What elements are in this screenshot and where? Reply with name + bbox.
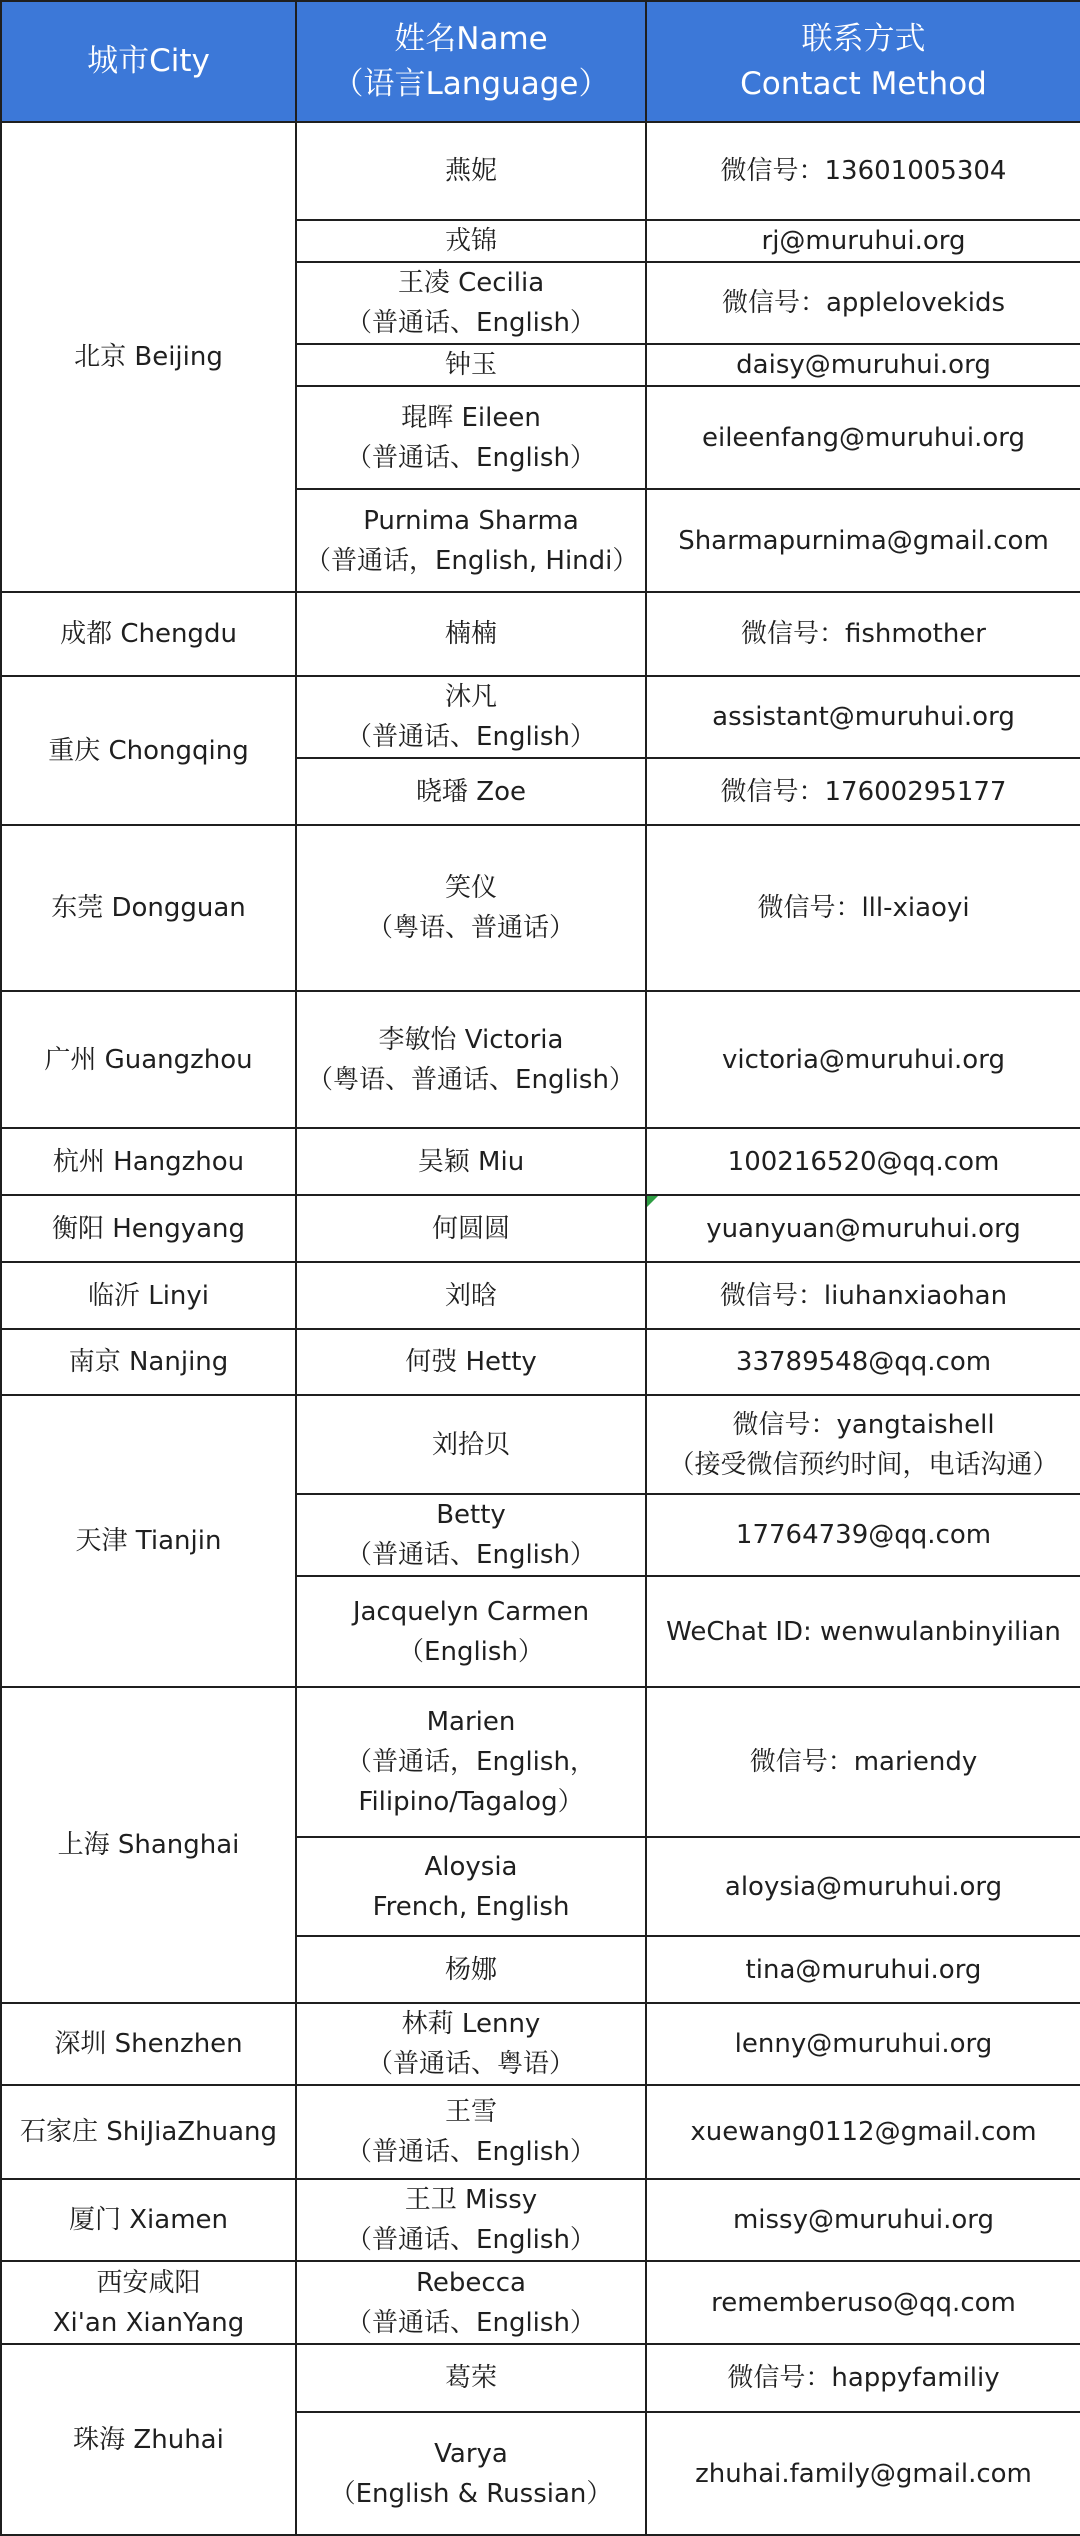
person-name: 刘拾贝	[431, 1429, 510, 1460]
table-row	[1, 1195, 1080, 1262]
contact-value: 33789548@qq.com	[735, 1347, 992, 1377]
table-row	[1, 2003, 1080, 2085]
language-note: （普通话、粤语）	[366, 2049, 575, 2079]
name-cell	[296, 489, 646, 592]
name-cell	[296, 676, 646, 758]
contact-value: rememberuso@qq.com	[711, 2287, 1016, 2318]
person-name: 刘晗	[444, 1280, 497, 1311]
language-note: Filipino/Tagalog）	[358, 1787, 584, 1817]
contact-value: 微信号：fishmother	[741, 619, 986, 649]
person-name: 何弢 Hetty	[405, 1347, 537, 1377]
contact-cell	[646, 758, 1080, 825]
contact-value: zhuhai.family@gmail.com	[695, 2458, 1032, 2489]
language-note: French, English	[372, 1891, 570, 1922]
person-name: 燕妮	[444, 156, 497, 186]
table-row	[1, 676, 1080, 758]
city-cell: 天津 Tianjin	[1, 1395, 296, 1687]
person-name: 葛荣	[444, 2363, 497, 2393]
language-note: （普通话、English）	[346, 2307, 596, 2338]
language-note: （粤语、普通话）	[366, 913, 575, 943]
person-name: Varya	[434, 2438, 508, 2469]
table-row	[1, 1395, 1080, 1494]
city-cn: 西安咸阳	[96, 2267, 201, 2298]
city-cell: 临沂 Linyi	[1, 1262, 296, 1329]
contact-value: assistant@muruhui.org	[712, 702, 1015, 732]
city-cell: 杭州 Hangzhou	[1, 1128, 296, 1195]
person-name: Purnima Sharma	[363, 505, 579, 536]
table-row	[1, 122, 1080, 220]
contact-cell	[646, 220, 1080, 262]
person-name: Marien	[426, 1707, 516, 1737]
city-cell: 深圳 Shenzhen	[1, 2003, 296, 2085]
contact-cell	[646, 2344, 1080, 2412]
person-name: 钟玉	[444, 350, 497, 380]
contact-cell	[646, 2261, 1080, 2344]
language-note: （普通话、English）	[346, 308, 596, 338]
city-cell: 珠海 Zhuhai	[1, 2344, 296, 2535]
table-row	[1, 2344, 1080, 2412]
language-note: （普通话、English）	[346, 442, 596, 473]
contact-value: lenny@muruhui.org	[734, 2029, 993, 2059]
contact-value: 微信号：happyfamiliy	[727, 2363, 1000, 2393]
contact-value: 微信号：lll-xiaoyi	[757, 893, 970, 923]
table-row	[1, 1329, 1080, 1395]
header-row	[1, 1, 1080, 122]
table-row	[1, 2085, 1080, 2179]
table-row	[1, 991, 1080, 1128]
header-contact-cn: 联系方式	[801, 20, 926, 57]
contact-cell	[646, 1494, 1080, 1576]
city-cell: 南京 Nanjing	[1, 1329, 296, 1395]
contact-cell	[646, 676, 1080, 758]
contact-value: WeChat ID: wenwulanbinyilian	[666, 1616, 1061, 1647]
language-note: （普通话，English, Hindi）	[305, 545, 639, 576]
contact-cell	[646, 1395, 1080, 1494]
person-name: 王卫 Missy	[404, 2185, 538, 2215]
city-cell: 广州 Guangzhou	[1, 991, 296, 1128]
city-cell: 厦门 Xiamen	[1, 2179, 296, 2261]
contact-value: aloysia@muruhui.org	[724, 1871, 1003, 1902]
contact-cell	[646, 1837, 1080, 1936]
contact-value: 微信号：17600295177	[720, 776, 1007, 807]
table-row	[1, 2261, 1080, 2344]
person-name: Aloysia	[424, 1851, 518, 1882]
contact-cell	[646, 1936, 1080, 2003]
name-cell	[296, 220, 646, 262]
name-cell	[296, 2261, 646, 2344]
contact-value: tina@muruhui.org	[745, 1954, 982, 1985]
person-name: 晓璠 Zoe	[416, 776, 526, 807]
name-cell	[296, 122, 646, 220]
person-name: 李敏怡 Victoria	[378, 1024, 564, 1055]
name-cell	[296, 1128, 646, 1195]
name-cell	[296, 2085, 646, 2179]
contact-value: xuewang0112@gmail.com	[690, 2117, 1037, 2147]
name-cell	[296, 1494, 646, 1576]
cell-comment-marker	[647, 1196, 658, 1207]
contact-cell	[646, 489, 1080, 592]
contact-value: 微信号：yangtaishell	[732, 1409, 995, 1440]
contact-cell	[646, 344, 1080, 386]
header-language-line: （语言Language）	[332, 65, 610, 102]
header-name	[296, 1, 646, 122]
contact-cell	[646, 991, 1080, 1128]
table-row	[1, 592, 1080, 676]
person-name: 何圆圆	[431, 1213, 510, 1244]
contact-value: daisy@muruhui.org	[736, 350, 991, 380]
contact-value: 100216520@qq.com	[727, 1146, 1000, 1177]
name-cell	[296, 2344, 646, 2412]
city-cell: 衡阳 Hengyang	[1, 1195, 296, 1262]
contact-cell	[646, 2412, 1080, 2535]
person-name: 戎锦	[444, 226, 497, 256]
contact-value: 微信号：liuhanxiaohan	[719, 1280, 1008, 1311]
name-cell	[296, 1195, 646, 1262]
language-note: （普通话、English）	[346, 722, 596, 752]
person-name: 楠楠	[444, 619, 497, 649]
contact-value: Sharmapurnima@gmail.com	[678, 525, 1049, 556]
name-cell	[296, 2179, 646, 2261]
contact-value: 微信号：mariendy	[749, 1747, 978, 1777]
city-cell	[1, 2261, 296, 2344]
name-cell	[296, 825, 646, 991]
person-name: 吴颖 Miu	[417, 1146, 525, 1177]
table-row	[1, 1128, 1080, 1195]
city-cell: 上海 Shanghai	[1, 1687, 296, 2003]
name-cell	[296, 1262, 646, 1329]
person-name: 林莉 Lenny	[401, 2009, 541, 2039]
language-note: （粤语、普通话、English）	[307, 1064, 635, 1095]
person-name: Betty	[436, 1500, 506, 1530]
contact-value: eileenfang@muruhui.org	[701, 422, 1026, 453]
contact-value: 17764739@qq.com	[735, 1520, 992, 1550]
table-row	[1, 2179, 1080, 2261]
name-cell	[296, 592, 646, 676]
contact-cell	[646, 1687, 1080, 1837]
person-name: 王凌 Cecilia	[397, 268, 545, 298]
language-note: （普通话、English）	[346, 1540, 596, 1570]
contact-value: 微信号：applelovekids	[721, 288, 1005, 318]
contact-cell	[646, 825, 1080, 991]
contact-value: victoria@muruhui.org	[722, 1044, 1005, 1075]
person-name: 杨娜	[444, 1954, 497, 1985]
city-cell: 北京 Beijing	[1, 122, 296, 592]
person-name: 琨晖 Eileen	[401, 402, 541, 433]
name-cell	[296, 2003, 646, 2085]
contact-cell	[646, 592, 1080, 676]
name-cell	[296, 1329, 646, 1395]
name-cell	[296, 1576, 646, 1687]
header-city: 城市City	[1, 1, 296, 122]
person-name: Rebecca	[416, 2267, 526, 2298]
language-note: （普通话、English）	[346, 2225, 596, 2255]
person-name: 王雪	[444, 2097, 497, 2127]
language-note: （English & Russian）	[329, 2478, 613, 2509]
contact-cell	[646, 1329, 1080, 1395]
name-cell	[296, 2412, 646, 2535]
table-row	[1, 1262, 1080, 1329]
city-en: Xi'an XianYang	[52, 2307, 245, 2338]
name-cell	[296, 991, 646, 1128]
table-row	[1, 825, 1080, 991]
contact-value: 微信号：13601005304	[720, 156, 1007, 186]
contact-cell	[646, 2085, 1080, 2179]
contact-cell	[646, 262, 1080, 344]
contact-cell	[646, 386, 1080, 489]
contact-cell	[646, 2003, 1080, 2085]
person-name: 笑仪	[444, 873, 497, 903]
city-cell: 重庆 Chongqing	[1, 676, 296, 825]
contact-cell	[646, 1262, 1080, 1329]
name-cell	[296, 386, 646, 489]
contact-cell	[646, 122, 1080, 220]
city-cell: 石家庄 ShiJiaZhuang	[1, 2085, 296, 2179]
person-name: 沐凡	[444, 682, 497, 712]
contact-cell	[646, 1576, 1080, 1687]
contact-value: yuanyuan@muruhui.org	[706, 1213, 1021, 1244]
name-cell	[296, 758, 646, 825]
header-contact-en: Contact Method	[740, 65, 987, 102]
contact-cell	[646, 2179, 1080, 2261]
city-cell: 成都 Chengdu	[1, 592, 296, 676]
table-row	[1, 1687, 1080, 1837]
contact-value: missy@muruhui.org	[732, 2205, 995, 2235]
name-cell	[296, 262, 646, 344]
contact-value: rj@muruhui.org	[761, 226, 966, 256]
contact-cell	[646, 1195, 1080, 1262]
name-cell	[296, 344, 646, 386]
header-contact	[646, 1, 1080, 122]
name-cell	[296, 1837, 646, 1936]
language-note: （普通话、English）	[346, 2137, 596, 2167]
name-cell	[296, 1936, 646, 2003]
contact-cell	[646, 1128, 1080, 1195]
contact-note: （接受微信预约时间，电话沟通）	[668, 1449, 1059, 1480]
header-name-line: 姓名Name	[394, 20, 548, 57]
name-cell	[296, 1395, 646, 1494]
name-cell	[296, 1687, 646, 1837]
language-note: （普通话，English，	[346, 1747, 596, 1777]
city-cell: 东莞 Dongguan	[1, 825, 296, 991]
person-name: Jacquelyn Carmen	[352, 1596, 590, 1627]
language-note: （English）	[398, 1636, 544, 1667]
